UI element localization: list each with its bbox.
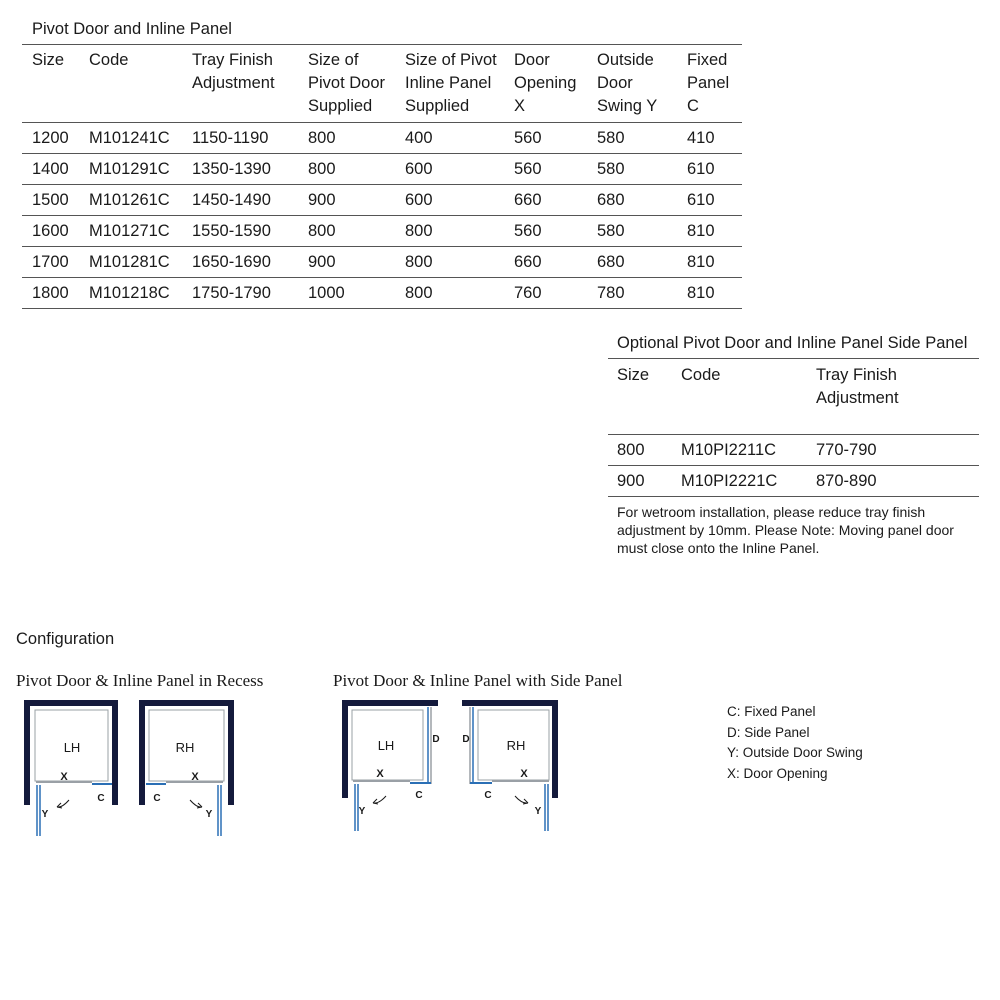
cell-door-opening: 560 xyxy=(514,216,597,247)
cell-tray-finish: 1450-1490 xyxy=(192,185,308,216)
cell-code: M10PI2221C xyxy=(681,466,816,497)
table-row xyxy=(22,278,742,309)
label-x: X xyxy=(520,768,528,780)
table-row xyxy=(608,466,979,497)
swing-arrow-icon xyxy=(515,796,528,804)
cell-door-opening: 660 xyxy=(514,247,597,278)
cell-door-opening: 560 xyxy=(514,123,597,154)
cell-fixed-panel: 610 xyxy=(687,185,742,216)
label-x: X xyxy=(60,771,68,783)
wetroom-note: For wetroom installation, please reduce tray finish adjustment by 10mm. Please Note: Moving panel door must close onto the Inline Panel. xyxy=(617,504,954,556)
diagram-recess-rh xyxy=(142,703,231,836)
legend-item: X: Door Opening xyxy=(727,765,828,781)
cell-outside-swing: 780 xyxy=(597,278,687,309)
cell-fixed-panel: 410 xyxy=(687,123,742,154)
cell-size: 1700 xyxy=(22,247,89,278)
main-table-header-row xyxy=(22,45,742,123)
cell-outside-swing: 580 xyxy=(597,216,687,247)
cell-outside-swing: 680 xyxy=(597,247,687,278)
cell-inline-panel: 600 xyxy=(405,185,514,216)
header-outside-swing: Outside Door Swing Y xyxy=(597,51,658,115)
header-tray-finish: Tray Finish Adjustment xyxy=(816,366,899,407)
header-door-opening: Door Opening X xyxy=(514,51,577,115)
diagram-recess-lh xyxy=(27,703,115,836)
table-row xyxy=(22,123,742,154)
header-size: Size xyxy=(617,366,650,384)
cell-fixed-panel: 610 xyxy=(687,154,742,185)
cell-tray-finish: 870-890 xyxy=(816,466,979,497)
table-row xyxy=(22,247,742,278)
legend-item: Y: Outside Door Swing xyxy=(727,745,863,760)
header-code: Code xyxy=(89,51,129,69)
label-y: Y xyxy=(41,809,49,820)
label-d: D xyxy=(462,734,470,745)
cell-inline-panel: 400 xyxy=(405,123,514,154)
optional-side-panel-table xyxy=(608,330,979,557)
cell-inline-panel: 600 xyxy=(405,154,514,185)
table-row xyxy=(22,185,742,216)
cell-code: M101261C xyxy=(89,185,192,216)
cell-pivot-door: 1000 xyxy=(308,278,405,309)
cell-code: M101218C xyxy=(89,278,192,309)
optional-table-header-row xyxy=(608,359,979,435)
label-rh: RH xyxy=(175,740,195,755)
cell-tray-finish: 1350-1390 xyxy=(192,154,308,185)
label-x: X xyxy=(191,771,199,783)
cell-door-opening: 660 xyxy=(514,185,597,216)
cell-fixed-panel: 810 xyxy=(687,216,742,247)
label-lh: LH xyxy=(63,740,81,755)
label-x: X xyxy=(376,768,384,780)
label-d: D xyxy=(432,734,440,745)
cell-tray-finish: 1150-1190 xyxy=(192,123,308,154)
label-lh: LH xyxy=(377,738,395,753)
cell-pivot-door: 800 xyxy=(308,154,405,185)
header-inline-panel-size: Size of Pivot Inline Panel Supplied xyxy=(405,51,497,115)
cell-size: 1500 xyxy=(22,185,89,216)
swing-arrow-icon xyxy=(57,800,69,808)
header-size: Size xyxy=(32,51,65,69)
cell-pivot-door: 900 xyxy=(308,185,405,216)
table-row xyxy=(608,435,979,466)
label-rh: RH xyxy=(506,738,526,753)
swing-arrow-icon xyxy=(190,800,202,808)
main-spec-table xyxy=(22,18,742,309)
label-c: C xyxy=(97,793,105,804)
diagram-side-panel-rh xyxy=(462,703,555,831)
caption-side-panel: Pivot Door & Inline Panel with Side Panel xyxy=(333,671,623,690)
cell-tray-finish: 1750-1790 xyxy=(192,278,308,309)
cell-code: M10PI2211C xyxy=(681,435,816,466)
header-code: Code xyxy=(681,366,721,384)
header-pivot-door-size: Size of Pivot Door Supplied xyxy=(308,51,386,115)
caption-recess: Pivot Door & Inline Panel in Recess xyxy=(16,671,264,690)
cell-size: 1800 xyxy=(22,278,89,309)
cell-size: 900 xyxy=(608,466,681,497)
header-fixed-panel: Fixed Panel C xyxy=(687,51,730,115)
table-row xyxy=(22,154,742,185)
configuration-heading: Configuration xyxy=(16,630,115,648)
swing-arrow-icon xyxy=(373,796,386,804)
diagram-side-panel-lh xyxy=(345,703,440,831)
label-y: Y xyxy=(358,806,366,817)
label-y: Y xyxy=(534,806,542,817)
cell-size: 1600 xyxy=(22,216,89,247)
cell-fixed-panel: 810 xyxy=(687,278,742,309)
cell-tray-finish: 1550-1590 xyxy=(192,216,308,247)
cell-code: M101271C xyxy=(89,216,192,247)
optional-table-title: Optional Pivot Door and Inline Panel Side Panel xyxy=(608,330,979,359)
label-y: Y xyxy=(205,809,213,820)
label-c: C xyxy=(415,790,423,801)
legend-item: C: Fixed Panel xyxy=(727,704,816,719)
cell-outside-swing: 680 xyxy=(597,185,687,216)
cell-tray-finish: 770-790 xyxy=(816,435,979,466)
cell-size: 1400 xyxy=(22,154,89,185)
cell-tray-finish: 1650-1690 xyxy=(192,247,308,278)
header-tray-finish: Tray Finish Adjustment xyxy=(192,51,275,92)
cell-outside-swing: 580 xyxy=(597,154,687,185)
cell-outside-swing: 580 xyxy=(597,123,687,154)
cell-pivot-door: 800 xyxy=(308,216,405,247)
cell-size: 1200 xyxy=(22,123,89,154)
cell-code: M101281C xyxy=(89,247,192,278)
cell-pivot-door: 900 xyxy=(308,247,405,278)
cell-inline-panel: 800 xyxy=(405,247,514,278)
label-c: C xyxy=(484,790,492,801)
cell-fixed-panel: 810 xyxy=(687,247,742,278)
cell-code: M101241C xyxy=(89,123,192,154)
cell-inline-panel: 800 xyxy=(405,278,514,309)
cell-door-opening: 560 xyxy=(514,154,597,185)
cell-size: 800 xyxy=(608,435,681,466)
configuration-diagrams xyxy=(0,690,700,850)
legend-item: D: Side Panel xyxy=(727,724,810,740)
cell-pivot-door: 800 xyxy=(308,123,405,154)
cell-door-opening: 760 xyxy=(514,278,597,309)
cell-inline-panel: 800 xyxy=(405,216,514,247)
cell-code: M101291C xyxy=(89,154,192,185)
main-table-title: Pivot Door and Inline Panel xyxy=(22,18,742,45)
diagram-legend xyxy=(727,702,863,784)
label-c: C xyxy=(153,793,161,804)
table-row xyxy=(22,216,742,247)
